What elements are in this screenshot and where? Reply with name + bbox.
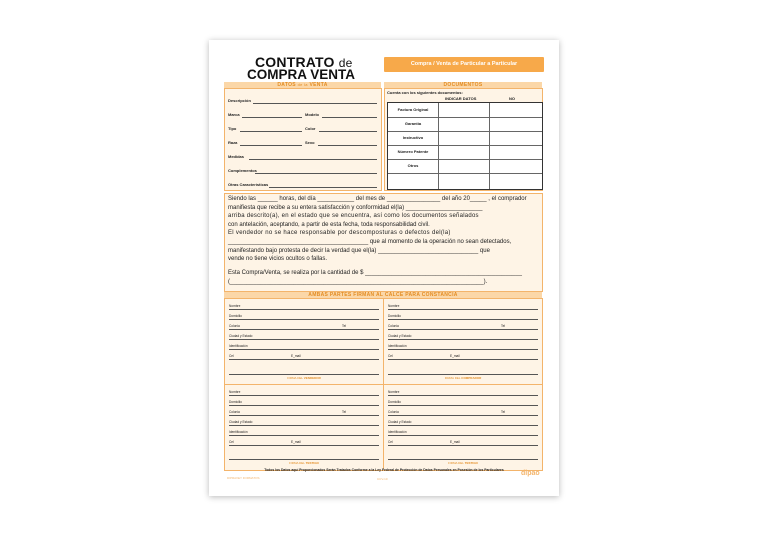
clause-line-1: Siendo las ______ horas, del día ___________ del mes de ________________ del año 20_____ , el comprador — [228, 196, 527, 202]
clause-line-7: manifestando bajo protesta de decir la verdad que el(la) ______________________________ que — [228, 247, 490, 254]
firma-vendedor-label: FIRMA DEL VENDEDOR — [287, 376, 321, 380]
contract-title-line2: COMPRA VENTA — [247, 67, 355, 82]
vendedor-identificacion-field[interactable] — [229, 349, 379, 350]
comprador-colonia-field[interactable] — [388, 329, 538, 330]
documentos-intro: Cuenta con los siguientes documentos: — [387, 90, 463, 95]
contract-title-line1: CONTRATO de — [255, 54, 353, 70]
datos-venta-header: DATOS de la VENTA — [224, 82, 381, 88]
raza-field[interactable] — [240, 145, 302, 146]
tipo-label: Tipo — [228, 126, 237, 131]
form-code: CCV-10 — [377, 477, 388, 481]
table-row[interactable]: Instructivo — [388, 131, 542, 146]
medidas-label: Medidas — [228, 154, 245, 159]
firma-testigo2-label: FIRMA DEL TESTIGO — [448, 461, 478, 465]
firma-testigo1-label: FIRMA DEL TESTIGO — [289, 461, 319, 465]
comprador-ciudad-field[interactable] — [388, 339, 538, 340]
descripcion-field[interactable] — [253, 103, 377, 104]
firmas-divider — [224, 384, 542, 385]
color-field[interactable] — [319, 131, 377, 132]
testigo2-firma-line[interactable] — [388, 459, 538, 460]
complementos-label: Complementos — [228, 168, 257, 173]
color-label: Color — [305, 126, 316, 131]
testigo2-domicilio-field[interactable] — [388, 405, 538, 406]
marca-field[interactable] — [242, 117, 302, 118]
testigo1-ciudad-field[interactable] — [229, 425, 379, 426]
marca-label: Marca — [228, 112, 240, 117]
col-indicar-datos: INDICAR DATOS — [445, 96, 477, 101]
vendedor-nombre-field[interactable] — [229, 309, 379, 310]
table-row[interactable] — [388, 173, 542, 188]
sexo-label: Sexo — [305, 140, 315, 145]
clause-line-2: manifiesta que recibe a su entera satisfacción y conformidad el(la) _______________________ — [228, 204, 483, 211]
vendedor-domicilio-field[interactable] — [229, 319, 379, 320]
clause-amount-line: Esta Compra/Venta, se realiza por la cantidad de $ _______________________________________________ — [228, 270, 522, 276]
brand-logo: dipao — [521, 470, 540, 477]
medidas-field[interactable] — [249, 159, 377, 160]
documentos-table — [387, 102, 543, 190]
testigo1-nombre-field[interactable] — [229, 395, 379, 396]
comprador-domicilio-field[interactable] — [388, 319, 538, 320]
raza-label: Raza — [228, 140, 238, 145]
clause-line-8: vende no tiene vicios ocultos o fallas. — [228, 256, 328, 263]
publisher-label: DIPRAVEY FORMATOS — [227, 476, 260, 480]
descripcion-label: Descripción — [228, 98, 251, 103]
tipo-field[interactable] — [240, 131, 302, 132]
otras-caracteristicas-field[interactable] — [269, 187, 377, 188]
testigo2-nombre-field[interactable] — [388, 395, 538, 396]
vendedor-firma-line[interactable] — [229, 374, 379, 375]
table-row[interactable]: Otros — [388, 159, 542, 174]
documentos-header: DOCUMENTOS — [384, 82, 542, 88]
testigo2-ciudad-field[interactable] — [388, 425, 538, 426]
testigo2-identificacion-field[interactable] — [388, 435, 538, 436]
vendedor-colonia-field[interactable] — [229, 329, 379, 330]
comprador-cel-field[interactable] — [388, 359, 538, 360]
modelo-field[interactable] — [322, 117, 377, 118]
testigo1-cel-field[interactable] — [229, 445, 379, 446]
testigo1-identificacion-field[interactable] — [229, 435, 379, 436]
comprador-identificacion-field[interactable] — [388, 349, 538, 350]
contract-type-banner: Compra / Venta de Particular a Particular — [384, 57, 544, 72]
testigo1-colonia-field[interactable] — [229, 415, 379, 416]
comprador-nombre-field[interactable] — [388, 309, 538, 310]
contract-form-page: CONTRATO de COMPRA VENTA Compra / Venta de Particular a Particular DATOS de la VENTA Descripción Marca Modelo Tipo Color Raza Sexo Medidas Complementos Otras Características DOCUMENTOS Cuenta con los siguientes documentos: INDICAR DATOS NO Factura Original Garantía Instructivo Número Patente Otros Siendo las ______ horas, del día ___________ del mes de ________________ del año 20_____ , el comprador manifiesta que recibe a su entera satisfacción y conformidad el(la) _______________________ arriba descrito(a), en el estado que se encuentra, así como los documentos señalados con antelación, aceptando, a partir de esta fecha, toda responsabilidad civil. El vendedor no se hace responsable por descomposturas o defectos del(la) __________________________________________ que al momento de la operación no sean detectados, manifestando bajo protesta de decir la verdad que el(la) ______________________________ que vende no tiene vicios ocultos o fallas. Esta Compra/Venta, se realiza por la cantidad de $ _______________________________________________ (____________________________________________________________________________). AMBAS PARTES FIRMAN AL CALCE PARA CONSTANCIA Nombre Domicilio Colonia Tel Ciudad y Estado Identificación Cel E_mail FIRMA DEL VENDEDOR Nombre Domicilio Colonia Tel Ciudad y Estado Identificación Cel E_mail FIRMA DEL COMPRADOR Nombre Domicilio Colonia Tel Ciudad y Estado Identificación Cel E_mail FIRMA DEL TESTIGO Nombre Domicilio Colonia Tel Ciudad y Estado Identificación Cel E_mail FIRMA DEL TESTIGO Todos los Datos aquí Proporcionados Serán Tratados Conforme a la Ley Federal de Protección de Datos Personales en Posesión de los Particulares DIPRAVEY FORMATOS CCV-10 dipao — [209, 40, 559, 496]
testigo2-cel-field[interactable] — [388, 445, 538, 446]
clause-line-5: El vendedor no se hace responsable por descomposturas o defectos del(la) — [228, 230, 451, 237]
col-no: NO — [509, 96, 515, 101]
testigo1-firma-line[interactable] — [229, 459, 379, 460]
complementos-field[interactable] — [255, 173, 377, 174]
clause-line-4: con antelación, aceptando, a partir de esta fecha, toda responsabilidad civil. — [228, 221, 430, 228]
otras-caracteristicas-label: Otras Características — [228, 182, 269, 187]
modelo-label: Modelo — [305, 112, 319, 117]
comprador-firma-line[interactable] — [388, 374, 538, 375]
testigo1-domicilio-field[interactable] — [229, 405, 379, 406]
table-row[interactable]: Factura Original — [388, 103, 542, 118]
clause-line-6: __________________________________________ que al momento de la operación no sean detectados, — [228, 239, 512, 245]
table-row[interactable]: Número Patente — [388, 145, 542, 160]
firmas-header: AMBAS PARTES FIRMAN AL CALCE PARA CONSTANCIA — [224, 292, 542, 298]
vendedor-cel-field[interactable] — [229, 359, 379, 360]
privacy-note: Todos los Datos aquí Proporcionados Serán Tratados Conforme a la Ley Federal de Protección de Datos Personales en Posesión de los Particulares — [264, 468, 504, 472]
clause-line-3: arriba descrito(a), en el estado que se encuentra, así como los documentos señalados — [228, 213, 479, 220]
firma-comprador-label: FIRMA DEL COMPRADOR — [444, 376, 482, 380]
vendedor-ciudad-field[interactable] — [229, 339, 379, 340]
clause-amount-words: (____________________________________________________________________________). — [228, 279, 488, 285]
testigo2-colonia-field[interactable] — [388, 415, 538, 416]
table-row[interactable]: Garantía — [388, 117, 542, 132]
sexo-field[interactable] — [318, 145, 377, 146]
